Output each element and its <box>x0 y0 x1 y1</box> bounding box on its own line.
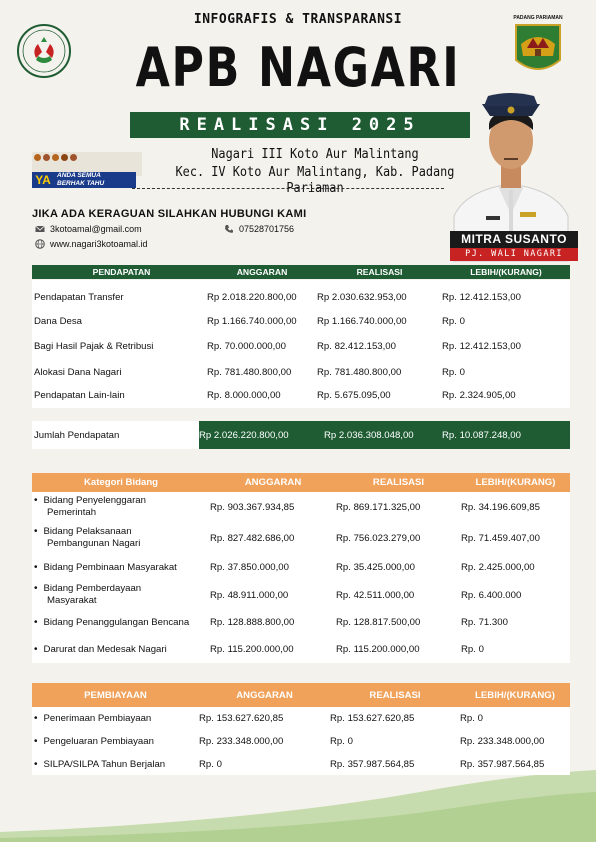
row-lebih: Rp. 2.324.905,00 <box>442 389 516 401</box>
row-anggaran: Rp. 48.911.000,00 <box>210 589 289 601</box>
row-lebih: Rp. 12.412.153,00 <box>442 291 521 303</box>
header-category: Kategori Bidang <box>83 477 159 488</box>
email-row[interactable] <box>35 224 142 234</box>
row-lebih: Rp. 0 <box>442 366 465 378</box>
row-lebih: Rp. 357.987.564,85 <box>460 758 545 770</box>
row-realisasi: Rp. 869.171.325,00 <box>336 501 421 513</box>
row-realisasi: Rp 1.166.740.000,00 <box>317 315 407 327</box>
row-label: • Bidang Penanggulangan Bencana <box>34 617 210 628</box>
row-anggaran: Rp 2.018.220.800,00 <box>207 291 297 303</box>
kicker: INFOGRAFIS & TRANSPARANSI <box>193 12 403 27</box>
row-label: Alokasi Dana Nagari <box>34 366 122 378</box>
row-realisasi: Rp. 781.480.800,00 <box>317 366 402 378</box>
contact-heading: JIKA ADA KERAGUAN SILAHKAN HUBUNGI KAMI <box>32 208 307 220</box>
row-anggaran: Rp. 827.482.686,00 <box>210 532 295 544</box>
table-header <box>32 265 570 279</box>
globe-icon <box>35 239 45 249</box>
email-text: 3kotoamal@gmail.com <box>50 224 142 234</box>
phone-icon <box>224 224 234 234</box>
row-realisasi: Rp. 0 <box>330 736 353 747</box>
total-label: Jumlah Pendapatan <box>34 430 120 441</box>
table-row <box>32 554 570 580</box>
realisasi-band: REALISASI 2025 <box>130 112 470 138</box>
row-label: Pendapatan Lain-lain <box>34 389 125 401</box>
row-realisasi: Rp. 153.627.620,85 <box>330 713 415 724</box>
location-line-2: Kec. IV Koto Aur Malintang, Kab. Padang Pariaman <box>175 164 455 196</box>
table-row <box>32 309 570 333</box>
row-label: Bagi Hasil Pajak & Retribusi <box>34 341 154 352</box>
table-header <box>32 683 570 707</box>
belanja-table <box>32 473 570 664</box>
total-anggaran: Rp 2.026.220.800,00 <box>199 430 289 441</box>
badge-line-1: ANDA SEMUA <box>57 172 101 179</box>
total-lebih: Rp. 10.087.248,00 <box>442 430 521 441</box>
row-lebih: Rp. 0 <box>461 643 484 655</box>
table-row <box>32 360 570 384</box>
website-row[interactable] <box>35 239 148 249</box>
header-lebih: LEBIH/(KURANG) <box>475 689 555 701</box>
row-realisasi: Rp. 756.023.279,00 <box>336 532 421 544</box>
table-row <box>32 285 570 309</box>
row-lebih: Rp. 12.412.153,00 <box>442 341 521 352</box>
table-row <box>32 610 570 634</box>
ya-mark: YA <box>32 172 54 188</box>
header-anggaran: ANGGARAN <box>244 477 302 488</box>
row-realisasi: Rp. 128.817.500,00 <box>336 616 421 628</box>
row-label-cont: Pemerintah <box>47 507 97 518</box>
row-realisasi: Rp. 115.200.000,00 <box>336 643 420 655</box>
location-line-1: Nagari III Koto Aur Malintang <box>211 146 419 162</box>
divider <box>132 188 444 189</box>
row-realisasi: Rp. 42.511.000,00 <box>336 589 415 601</box>
row-anggaran: Rp. 115.200.000,00 <box>210 643 294 655</box>
header-lebih: LEBIH/(KURANG) <box>470 267 542 277</box>
row-label: • Bidang Penyelenggaran <box>34 495 210 507</box>
table-row <box>32 580 570 610</box>
people-icon <box>34 154 77 161</box>
row-realisasi: Rp 2.030.632.953,00 <box>317 291 407 303</box>
header-realisasi: REALISASI <box>372 477 425 488</box>
row-anggaran: Rp 1.166.740.000,00 <box>207 315 297 327</box>
row-anggaran: Rp. 903.367.934,85 <box>210 501 295 513</box>
header-realisasi: REALISASI <box>356 267 403 277</box>
row-lebih: Rp. 6.400.000 <box>461 589 522 601</box>
row-label: • SILPA/SILPA Tahun Berjalan <box>34 759 199 770</box>
row-label: Pendapatan Transfer <box>34 291 124 303</box>
row-lebih: Rp. 0 <box>442 315 465 327</box>
table-row <box>32 333 570 360</box>
row-anggaran: Rp. 70.000.000,00 <box>207 341 286 352</box>
row-anggaran: Rp. 128.888.800,00 <box>210 616 295 628</box>
logo-caption: PADANG PARIAMAN <box>513 15 563 21</box>
table-header <box>32 473 570 492</box>
pendapatan-table <box>32 265 570 279</box>
row-realisasi: Rp. 82.412.153,00 <box>317 341 396 352</box>
header-realisasi: REALISASI <box>369 689 421 701</box>
header-lebih: LEBIH/(KURANG) <box>475 477 556 488</box>
row-label: • Penerimaan Pembiayaan <box>34 713 199 724</box>
page-title: APB NAGARI <box>135 36 461 99</box>
row-label: Dana Desa <box>34 315 82 327</box>
anda-semua-badge <box>32 150 142 188</box>
row-anggaran: Rp. 153.627.620,85 <box>199 713 284 724</box>
table-row <box>32 522 570 554</box>
row-anggaran: Rp. 781.480.800,00 <box>207 366 292 378</box>
phone-row[interactable] <box>224 224 294 234</box>
row-lebih: Rp. 2.425.000,00 <box>461 561 535 573</box>
row-lebih: Rp. 71.300 <box>461 616 508 628</box>
badge-line-2: BERHAK TAHU <box>57 180 105 187</box>
website-text: www.nagari3kotoamal.id <box>50 239 148 249</box>
table-row <box>32 753 570 775</box>
header-anggaran: ANGGARAN <box>236 689 293 701</box>
row-label: • Bidang Pemberdayaan <box>34 583 210 595</box>
table-row <box>32 634 570 664</box>
total-realisasi: Rp 2.036.308.048,00 <box>324 430 414 441</box>
official-name: MITRA SUSANTO <box>450 231 578 248</box>
row-lebih: Rp. 233.348.000,00 <box>460 736 545 747</box>
row-anggaran: Rp. 233.348.000,00 <box>199 736 284 747</box>
table-row <box>32 492 570 522</box>
row-lebih: Rp. 71.459.407,00 <box>461 532 540 544</box>
phone-text: 07528701756 <box>239 224 295 234</box>
row-anggaran: Rp. 8.000.000,00 <box>207 389 281 401</box>
row-lebih: Rp. 34.196.609,85 <box>461 501 540 513</box>
row-realisasi: Rp. 35.425.000,00 <box>336 561 415 573</box>
mail-icon <box>35 224 45 234</box>
row-label-cont: Masyarakat <box>47 595 97 606</box>
pembiayaan-table <box>32 683 570 775</box>
header-category: PENDAPATAN <box>92 267 151 277</box>
jumlah-pendapatan-row <box>32 421 570 449</box>
table-row <box>32 707 570 730</box>
table-row <box>32 730 570 753</box>
row-label-cont: Pembangunan Nagari <box>47 538 141 549</box>
pendapatan-rows <box>32 285 570 406</box>
row-anggaran: Rp. 0 <box>199 758 222 770</box>
table-row <box>32 384 570 406</box>
header-category: PEMBIAYAAN <box>84 689 147 701</box>
row-label: • Bidang Pelaksanaan <box>34 526 210 538</box>
official-role: PJ. WALI NAGARI <box>450 248 578 261</box>
row-label: • Pengeluaran Pembiayaan <box>34 736 199 747</box>
row-realisasi: Rp. 5.675.095,00 <box>317 389 391 401</box>
header-anggaran: ANGGARAN <box>236 267 288 277</box>
row-label: • Darurat dan Medesak Nagari <box>34 644 210 655</box>
row-anggaran: Rp. 37.850.000,00 <box>210 561 289 573</box>
row-lebih: Rp. 0 <box>460 713 483 724</box>
row-realisasi: Rp. 357.987.564,85 <box>330 758 415 770</box>
row-label: • Bidang Pembinaan Masyarakat <box>34 562 210 573</box>
